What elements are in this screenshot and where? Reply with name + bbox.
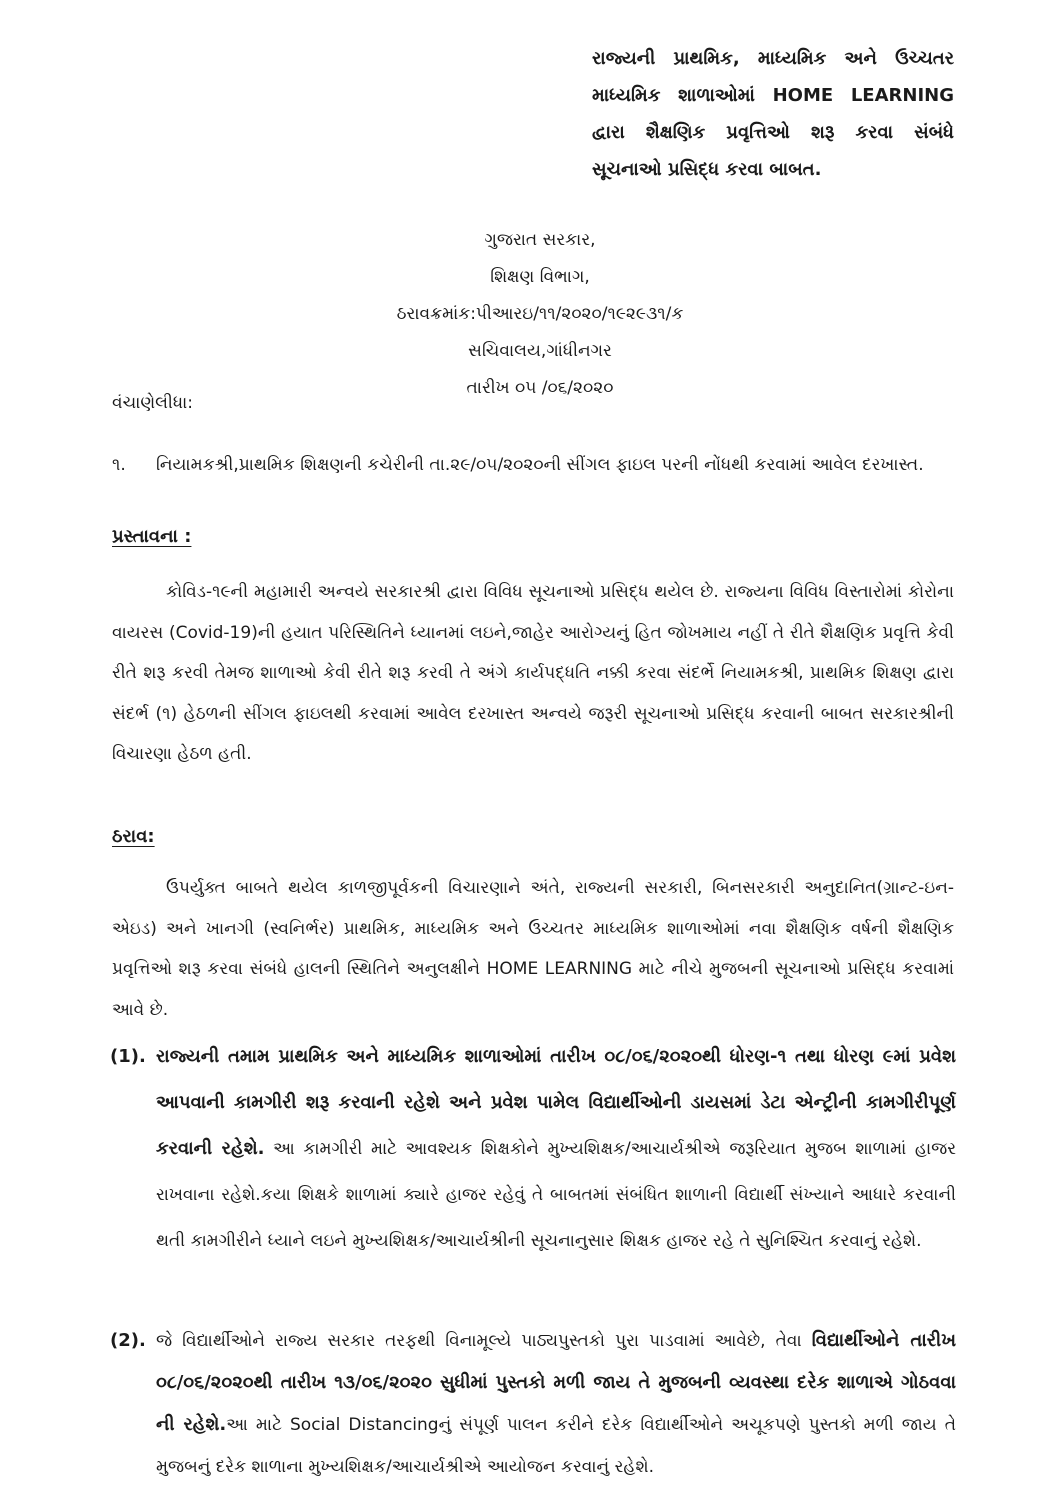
item-bold-text: રાજ્યની તમામ પ્રાથમિક અને માધ્યમિક શાળાઓમાં તારીખ ૦૮/૦૬/૨૦૨૦થી ધોરણ-૧ તથા ધોરણ ૯માં પ્રવેશ આપવાની કામગીરી શરૂ કરવાની રહેશે અને પ્રવેશ પામેલ વિદ્યાર્થીઓની ડાયસમાં ડેટા એન્ટ્રીની કામગીરીપૂર્ણ કરવાની રહેશે. xyxy=(156,1046,956,1159)
department-name: શિક્ષણ વિભાગ, xyxy=(490,267,590,287)
item-number: (1). xyxy=(110,1046,146,1067)
resolution-date: તારીખ ૦૫ /૦૬/૨૦૨૦ xyxy=(466,378,614,398)
issuing-office-block xyxy=(250,222,830,407)
item-text-before: જે વિદ્યાર્થીઓને રાજ્ય સરકાર તરફથી વિનામૂલ્યે પાઠ્યપુસ્તકો પુરા પાડવામાં આવેછે, તેવા xyxy=(156,1331,812,1351)
government-name: ગુજરાત સરકાર, xyxy=(484,230,596,250)
preamble-heading: પ્રસ્તાવના : xyxy=(112,526,192,547)
item-text: આ કામગીરી માટે આવશ્યક શિક્ષકોને મુખ્યશિક્ષક/આચાર્યશ્રીએ જરૂરિયાત મુજબ શાળામાં હાજર રાખવાના રહેશે.કયા શિક્ષકે શાળામાં ક્યારે હાજર રહેવું તે બાબતમાં સંબંધિત શાળાની વિદ્યાર્થી સંખ્યાને આધારે કરવાની થતી કામગીરીને ધ્યાને લઇને મુખ્યશિક્ષક/આચાર્યશ્રીની સૂચનાનુસાર શિક્ષક હાજર રહે તે સુનિશ્ચિત કરવાનું રહેશે. xyxy=(156,1139,956,1251)
reference-item xyxy=(112,447,954,483)
resolution-item-1 xyxy=(110,1034,956,1264)
reference-number: ૧. xyxy=(112,455,126,475)
item-number: (2). xyxy=(110,1330,146,1351)
reference-text: નિયામકશ્રી,પ્રાથમિક શિક્ષણની કચેરીની તા.૨૯/૦૫/૨૦૨૦ની સીંગલ ફાઇલ પરની નોંધથી કરવામાં આવેલ દરખાસ્ત. xyxy=(156,455,924,475)
resolution-number: ઠરાવક્રમાંક:પીઆરઇ/૧૧/૨૦૨૦/૧૯૨૯૩૧/ક xyxy=(396,304,684,324)
item-bold-text: વિદ્યાર્થીઓને તારીખ ૦૮/૦૬/૨૦૨૦થી તારીખ ૧૩/૦૬/૨૦૨૦ સુધીમાં પુસ્તકો મળી જાય તે મુજબની વ્યવસ્થા દરેક શાળાએ ગોઠવવા ની રહેશે. xyxy=(156,1330,956,1435)
resolution-heading: ઠરાવ: xyxy=(112,826,155,847)
issuing-place: સચિવાલય,ગાંધીનગર xyxy=(468,341,612,361)
resolution-paragraph: ઉપર્યુક્ત બાબતે થયેલ કાળજીપૂર્વકની વિચારણાને અંતે, રાજ્યની સરકારી, બિનસરકારી અનુદાનિત(ગ્રાન્ટ-ઇન-એઇડ) અને ખાનગી (સ્વનિર્ભર) પ્રાથમિક, માધ્યમિક અને ઉચ્ચતર માધ્યમિક શાળાઓમાં નવા શૈક્ષણિક વર્ષની શૈક્ષણિક પ્રવૃત્તિઓ શરૂ કરવા સંબંધે હાલની સ્થિતિને અનુલક્ષીને HOME LEARNING માટે નીચે મુજબની સૂચનાઓ પ્રસિદ્ધ કરવામાં આવે છે. xyxy=(112,878,954,1020)
item-text-after: આ માટે Social Distancingનું સંપૂર્ણ પાલન કરીને દરેક વિદ્યાર્થીઓને અચૂકપણે પુસ્તકો મળી જાય તે મુજબનું દરેક શાળાના મુખ્યશિક્ષક/આચાર્યશ્રીએ આયોજન કરવાનું રહેશે. xyxy=(156,1415,956,1477)
item-body xyxy=(156,1034,956,1264)
subject-heading: રાજ્યની પ્રાથમિક, માધ્યમિક અને ઉચ્ચતર માધ્યમિક શાળાઓમાં HOME LEARNING દ્વારા શૈક્ષણિક પ્રવૃત્તિઓ શરૂ કરવા સંબંધે સૂચનાઓ પ્રસિદ્ધ કરવા બાબત. xyxy=(592,48,954,180)
read-references-label: વંચાણેલીધા: xyxy=(112,393,193,413)
resolution-item-2 xyxy=(110,1320,956,1488)
item-body xyxy=(156,1320,956,1488)
preamble-paragraph: કોવિડ-૧૯ની મહામારી અન્વયે સરકારશ્રી દ્વારા વિવિધ સૂચનાઓ પ્રસિદ્ધ થયેલ છે. રાજ્યના વિવિધ વિસ્તારોમાં કોરોના વાયરસ (Covid-19)ની હયાત પરિસ્થિતિને ધ્યાનમાં લઇને,જાહેર આરોગ્યનું હિત જોખમાય નહીં તે રીતે શૈક્ષણિક પ્રવૃત્તિ કેવી રીતે શરૂ કરવી તેમજ શાળાઓ કેવી રીતે શરૂ કરવી તે અંગે કાર્યપદ્ધતિ નક્કી કરવા સંદર્ભે નિયામકશ્રી, પ્રાથમિક શિક્ષણ દ્વારા સંદર્ભ (૧) હેઠળની સીંગલ ફાઇલથી કરવામાં આવેલ દરખાસ્ત અન્વયે જરૂરી સૂચનાઓ પ્રસિદ્ધ કરવાની બાબત સરકારશ્રીની વિચારણા હેઠળ હતી. xyxy=(112,582,954,764)
